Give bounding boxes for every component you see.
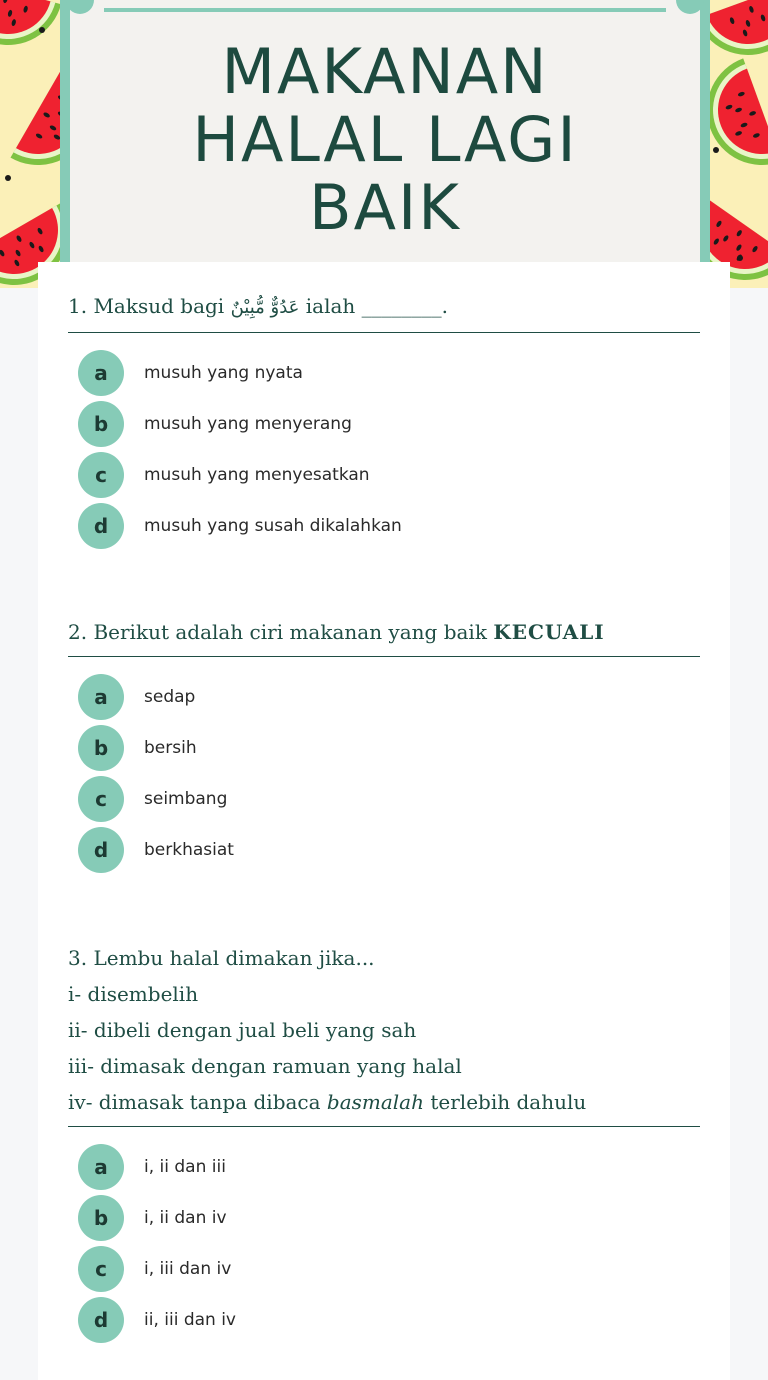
question-3-options: [68, 1141, 700, 1345]
option-label: i, iii dan iv: [144, 1258, 232, 1279]
option-letter-badge: a: [78, 674, 124, 720]
question-1: [68, 288, 700, 551]
question-prefix: Maksud bagi: [93, 294, 225, 318]
question-3-text: [68, 940, 700, 1127]
option-b[interactable]: [78, 398, 700, 449]
option-label: musuh yang menyesatkan: [144, 464, 370, 485]
option-label: seimbang: [144, 788, 228, 809]
card-corner-right: [676, 0, 704, 14]
option-letter-badge: c: [78, 452, 124, 498]
header-banner: [0, 0, 768, 288]
question-suffix: ialah ________.: [305, 294, 448, 318]
option-letter-badge: b: [78, 725, 124, 771]
option-letter-badge: b: [78, 1195, 124, 1241]
title-line-3: BAIK: [309, 171, 461, 244]
option-letter-badge: c: [78, 776, 124, 822]
option-a[interactable]: [78, 1141, 700, 1192]
option-label: i, ii dan iii: [144, 1156, 226, 1177]
question-body: Berikut adalah ciri makanan yang baik: [93, 620, 487, 644]
option-a[interactable]: [78, 347, 700, 398]
card-corner-left: [66, 0, 94, 14]
title-divider: [104, 8, 666, 12]
question-line: [68, 940, 700, 976]
question-1-options: [68, 347, 700, 551]
question-number: 1.: [68, 294, 88, 318]
question-emphasis: KECUALI: [493, 620, 605, 644]
question-number: 2.: [68, 620, 88, 644]
quiz-content: [38, 262, 730, 1380]
option-b[interactable]: [78, 1192, 700, 1243]
option-letter-badge: d: [78, 827, 124, 873]
question-3: [68, 940, 700, 1345]
option-label: musuh yang susah dikalahkan: [144, 515, 402, 536]
question-line-1: Lembu halal dimakan jika...: [93, 946, 375, 970]
option-label: i, ii dan iv: [144, 1207, 227, 1228]
option-label: sedap: [144, 686, 196, 707]
option-label: ii, iii dan iv: [144, 1309, 236, 1330]
question-number: 3.: [68, 946, 88, 970]
option-label: musuh yang menyerang: [144, 413, 352, 434]
title-line-1: MAKANAN: [221, 35, 549, 108]
question-2: [68, 614, 700, 875]
option-letter-badge: c: [78, 1246, 124, 1292]
question-line-3: ii- dibeli dengan jual beli yang sah: [68, 1018, 417, 1042]
option-letter-badge: a: [78, 350, 124, 396]
question-2-text: [68, 614, 700, 657]
option-d[interactable]: [78, 1294, 700, 1345]
option-label: bersih: [144, 737, 197, 758]
arabic-term: عَدُوٌّ مُّبِيْنٌ: [230, 297, 300, 318]
question-line-2: i- disembelih: [68, 982, 199, 1006]
option-label: musuh yang nyata: [144, 362, 303, 383]
line-5-suffix: terlebih dahulu: [430, 1090, 587, 1114]
question-2-options: [68, 671, 700, 875]
question-line-5: [68, 1084, 700, 1120]
option-b[interactable]: [78, 722, 700, 773]
option-a[interactable]: [78, 671, 700, 722]
option-d[interactable]: [78, 824, 700, 875]
option-letter-badge: a: [78, 1144, 124, 1190]
question-1-text: [68, 288, 700, 333]
option-letter-badge: d: [78, 503, 124, 549]
option-c[interactable]: [78, 773, 700, 824]
page-title: [70, 35, 700, 244]
option-c[interactable]: [78, 1243, 700, 1294]
title-card: [60, 0, 710, 288]
line-5-prefix: iv- dimasak tanpa dibaca: [68, 1090, 321, 1114]
option-c[interactable]: [78, 449, 700, 500]
option-d[interactable]: [78, 500, 700, 551]
option-letter-badge: d: [78, 1297, 124, 1343]
question-line-4: iii- dimasak dengan ramuan yang halal: [68, 1054, 462, 1078]
line-5-italic: basmalah: [326, 1090, 424, 1114]
option-label: berkhasiat: [144, 839, 234, 860]
option-letter-badge: b: [78, 401, 124, 447]
title-line-2: HALAL LAGI: [192, 103, 578, 176]
